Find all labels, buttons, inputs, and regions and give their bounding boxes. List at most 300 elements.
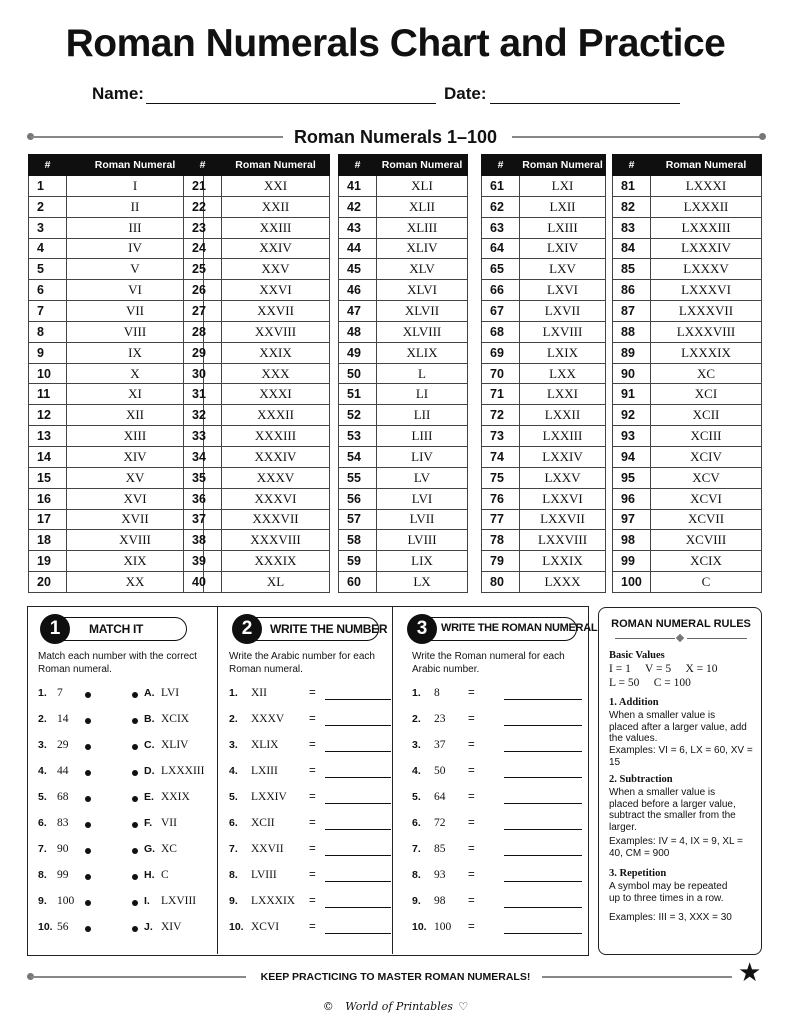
table-row xyxy=(339,530,468,551)
table-row xyxy=(482,196,606,217)
item-value: 44 xyxy=(57,765,69,777)
item-value: 100 xyxy=(57,895,75,907)
addition-examples: Examples: VI = 6, LX = 60, XV = 15 xyxy=(609,745,753,768)
write-roman-row xyxy=(412,921,584,937)
item-number: 7. xyxy=(229,843,238,855)
roman-numeral: XC xyxy=(651,363,762,384)
arabic-number: 14 xyxy=(29,446,67,467)
arabic-number: 15 xyxy=(29,467,67,488)
table-row xyxy=(29,426,204,447)
roman-numeral: XXXVI xyxy=(222,488,330,509)
answer-line[interactable] xyxy=(504,933,582,934)
arabic-number: 95 xyxy=(613,467,651,488)
roman-numeral: LXXVII xyxy=(520,509,606,530)
table-row xyxy=(184,405,330,426)
arabic-number: 38 xyxy=(184,530,222,551)
roman-numeral: XVIII xyxy=(67,530,204,551)
item-number: 2. xyxy=(229,713,238,725)
arabic-number: 41 xyxy=(339,176,377,197)
table-row xyxy=(29,551,204,572)
table-row xyxy=(29,217,204,238)
match-row xyxy=(38,869,208,885)
match-point-right[interactable] xyxy=(132,744,138,750)
item-value: 90 xyxy=(57,843,69,855)
answer-line[interactable] xyxy=(504,725,582,726)
write-roman-row xyxy=(412,843,584,859)
roman-numeral: L xyxy=(377,363,468,384)
column-header-number: # xyxy=(29,155,67,176)
roman-numeral: XXV xyxy=(222,259,330,280)
write-roman-row xyxy=(412,791,584,807)
match-row xyxy=(38,895,208,911)
arabic-number: 42 xyxy=(339,196,377,217)
column-header-number: # xyxy=(613,155,651,176)
arabic-number: 88 xyxy=(613,321,651,342)
roman-numeral: LI xyxy=(377,384,468,405)
item-number: 4. xyxy=(38,765,47,777)
roman-prompt: XXXV xyxy=(251,713,285,725)
roman-numeral: XXI xyxy=(222,176,330,197)
roman-numeral: LXXX xyxy=(520,572,606,593)
match-it-instructions: Match each number with the correct Roman numeral. xyxy=(38,651,197,675)
section-rule-right xyxy=(512,136,762,138)
badge-number: 1 xyxy=(40,614,70,644)
option-value: C xyxy=(161,869,169,881)
arabic-number: 83 xyxy=(613,217,651,238)
roman-numeral: XIV xyxy=(67,446,204,467)
arabic-number: 79 xyxy=(482,551,520,572)
arabic-number: 76 xyxy=(482,488,520,509)
basic-values-line1: I = 1 V = 5 X = 10 xyxy=(609,663,718,675)
arabic-number: 10 xyxy=(29,363,67,384)
arabic-number: 54 xyxy=(339,446,377,467)
equals-sign: = xyxy=(309,921,316,933)
roman-numeral: XL xyxy=(222,572,330,593)
answer-line[interactable] xyxy=(325,855,391,856)
table-row xyxy=(482,467,606,488)
match-row xyxy=(38,739,208,755)
date-label: Date: xyxy=(444,84,487,103)
arabic-number: 89 xyxy=(613,342,651,363)
table-row xyxy=(613,301,762,322)
arabic-prompt: 100 xyxy=(434,921,452,933)
match-point-right[interactable] xyxy=(132,718,138,724)
roman-numeral: XXVII xyxy=(222,301,330,322)
table-row xyxy=(613,217,762,238)
roman-numeral: LXX xyxy=(520,363,606,384)
roman-numeral: XXXIV xyxy=(222,446,330,467)
heart-icon: ♡ xyxy=(458,1000,469,1013)
arabic-number: 60 xyxy=(339,572,377,593)
match-it-section xyxy=(28,607,217,954)
chart-section-title: Roman Numerals 1–100 xyxy=(293,127,498,147)
column-header-number: # xyxy=(482,155,520,176)
numerals-table xyxy=(28,154,204,593)
match-point-left[interactable] xyxy=(85,926,91,932)
match-point-left[interactable] xyxy=(85,848,91,854)
answer-line[interactable] xyxy=(504,829,582,830)
table-row xyxy=(29,259,204,280)
table-row xyxy=(184,467,330,488)
roman-numeral: LXXXV xyxy=(651,259,762,280)
table-row xyxy=(339,488,468,509)
roman-numeral: V xyxy=(67,259,204,280)
roman-numeral: XXXII xyxy=(222,405,330,426)
option-value: XC xyxy=(161,843,177,855)
write-roman-badge xyxy=(409,617,598,641)
roman-numeral: IX xyxy=(67,342,204,363)
table-row xyxy=(29,405,204,426)
table-row xyxy=(482,321,606,342)
option-value: LXVIII xyxy=(161,895,197,907)
roman-numeral: XLI xyxy=(377,176,468,197)
match-point-right[interactable] xyxy=(132,926,138,932)
rule-dot xyxy=(759,133,766,140)
match-point-left[interactable] xyxy=(85,692,91,698)
rules-title-rule xyxy=(615,638,675,639)
option-letter: G. xyxy=(144,843,156,855)
item-value: 7 xyxy=(57,687,63,699)
table-row xyxy=(184,342,330,363)
table-row xyxy=(29,509,204,530)
item-number: 1. xyxy=(229,687,238,699)
table-row xyxy=(482,488,606,509)
roman-numeral: XLVI xyxy=(377,280,468,301)
match-point-left[interactable] xyxy=(85,770,91,776)
match-point-right[interactable] xyxy=(132,770,138,776)
table-row xyxy=(184,446,330,467)
table-row xyxy=(613,572,762,593)
answer-line[interactable] xyxy=(325,907,391,908)
arabic-number: 45 xyxy=(339,259,377,280)
table-row xyxy=(184,530,330,551)
arabic-number: 90 xyxy=(613,363,651,384)
write-roman-row xyxy=(412,687,584,703)
item-number: 3. xyxy=(412,739,421,751)
practice-panel xyxy=(27,606,598,956)
arabic-number: 81 xyxy=(613,176,651,197)
roman-numeral: LXXXVII xyxy=(651,301,762,322)
table-row xyxy=(339,196,468,217)
roman-numeral: XLII xyxy=(377,196,468,217)
answer-line[interactable] xyxy=(504,881,582,882)
answer-line[interactable] xyxy=(325,933,391,934)
roman-numeral: LXXXIV xyxy=(651,238,762,259)
diamond-ornament xyxy=(676,634,684,642)
table-row xyxy=(613,530,762,551)
badge-number: 3 xyxy=(407,614,437,644)
answer-line[interactable] xyxy=(325,803,391,804)
answer-line[interactable] xyxy=(325,699,391,700)
arabic-number: 87 xyxy=(613,301,651,322)
match-point-right[interactable] xyxy=(132,692,138,698)
arabic-number: 17 xyxy=(29,509,67,530)
roman-numeral: LXVI xyxy=(520,280,606,301)
table-row xyxy=(29,384,204,405)
roman-numeral: XLV xyxy=(377,259,468,280)
table-row xyxy=(339,342,468,363)
answer-line[interactable] xyxy=(325,829,391,830)
name-field[interactable] xyxy=(146,103,436,104)
table-row xyxy=(613,426,762,447)
arabic-number: 34 xyxy=(184,446,222,467)
match-it-badge xyxy=(42,617,187,641)
footer-rule-right xyxy=(542,976,732,978)
match-point-left[interactable] xyxy=(85,900,91,906)
match-point-left[interactable] xyxy=(85,822,91,828)
table-row xyxy=(29,446,204,467)
table-row xyxy=(29,238,204,259)
roman-numeral: VIII xyxy=(67,321,204,342)
table-row xyxy=(482,446,606,467)
roman-numeral: LIV xyxy=(377,446,468,467)
arabic-number: 55 xyxy=(339,467,377,488)
match-point-left[interactable] xyxy=(85,796,91,802)
table-row xyxy=(482,572,606,593)
table-row xyxy=(29,342,204,363)
option-value: LVI xyxy=(161,687,180,699)
match-point-right[interactable] xyxy=(132,822,138,828)
table-row xyxy=(482,280,606,301)
table-row xyxy=(184,301,330,322)
answer-line[interactable] xyxy=(504,803,582,804)
roman-numeral: LXXV xyxy=(520,467,606,488)
table-row xyxy=(184,551,330,572)
arabic-number: 33 xyxy=(184,426,222,447)
roman-prompt: XCVI xyxy=(251,921,280,933)
table-row xyxy=(339,467,468,488)
roman-numeral: LXXIX xyxy=(520,551,606,572)
roman-numeral: XCIV xyxy=(651,446,762,467)
item-number: 9. xyxy=(229,895,238,907)
table-row xyxy=(339,363,468,384)
roman-numeral: LXXI xyxy=(520,384,606,405)
arabic-number: 68 xyxy=(482,321,520,342)
item-value: 68 xyxy=(57,791,69,803)
table-row xyxy=(339,551,468,572)
arabic-number: 40 xyxy=(184,572,222,593)
roman-numeral: LX xyxy=(377,572,468,593)
roman-numeral: XXXVIII xyxy=(222,530,330,551)
equals-sign: = xyxy=(468,687,475,699)
roman-numeral: XXXIII xyxy=(222,426,330,447)
arabic-number: 53 xyxy=(339,426,377,447)
table-row xyxy=(482,238,606,259)
table-row xyxy=(482,176,606,197)
roman-numeral: XIX xyxy=(67,551,204,572)
answer-line[interactable] xyxy=(504,751,582,752)
table-row xyxy=(613,259,762,280)
answer-line[interactable] xyxy=(325,725,391,726)
table-row xyxy=(184,572,330,593)
arabic-number: 39 xyxy=(184,551,222,572)
option-value: XIV xyxy=(161,921,182,933)
arabic-number: 64 xyxy=(482,238,520,259)
equals-sign: = xyxy=(309,869,316,881)
match-row xyxy=(38,713,208,729)
roman-numeral: XXVI xyxy=(222,280,330,301)
column-header-numeral: Roman Numeral xyxy=(520,155,606,176)
roman-numeral: XXX xyxy=(222,363,330,384)
table-row xyxy=(613,405,762,426)
answer-line[interactable] xyxy=(504,855,582,856)
arabic-number: 73 xyxy=(482,426,520,447)
match-point-left[interactable] xyxy=(85,718,91,724)
item-number: 3. xyxy=(38,739,47,751)
arabic-number: 99 xyxy=(613,551,651,572)
roman-numeral: II xyxy=(67,196,204,217)
rules-box xyxy=(598,607,762,955)
equals-sign: = xyxy=(468,739,475,751)
answer-line[interactable] xyxy=(504,777,582,778)
roman-numeral: XII xyxy=(67,405,204,426)
write-number-badge xyxy=(234,617,388,641)
table-row xyxy=(184,384,330,405)
arabic-number: 7 xyxy=(29,301,67,322)
roman-numeral: XI xyxy=(67,384,204,405)
arabic-number: 62 xyxy=(482,196,520,217)
equals-sign: = xyxy=(309,713,316,725)
option-value: XLIV xyxy=(161,739,189,751)
item-number: 8. xyxy=(412,869,421,881)
item-number: 10. xyxy=(229,921,244,933)
date-field[interactable] xyxy=(490,103,680,104)
item-number: 1. xyxy=(412,687,421,699)
arabic-number: 75 xyxy=(482,467,520,488)
equals-sign: = xyxy=(468,895,475,907)
roman-numeral: LVII xyxy=(377,509,468,530)
match-point-right[interactable] xyxy=(132,900,138,906)
arabic-prompt: 93 xyxy=(434,869,446,881)
table-row xyxy=(339,176,468,197)
roman-numeral: XX xyxy=(67,572,204,593)
roman-numeral: LIII xyxy=(377,426,468,447)
write-roman-row xyxy=(412,765,584,781)
table-row xyxy=(482,363,606,384)
roman-numeral: LXII xyxy=(520,196,606,217)
write-number-row xyxy=(229,869,389,885)
roman-numeral: III xyxy=(67,217,204,238)
item-value: 83 xyxy=(57,817,69,829)
brand-name: World of Printables xyxy=(345,1000,453,1013)
roman-numeral: XXXIX xyxy=(222,551,330,572)
write-number-row xyxy=(229,895,389,911)
answer-line[interactable] xyxy=(325,751,391,752)
match-point-left[interactable] xyxy=(85,744,91,750)
footer-message: KEEP PRACTICING TO MASTER ROMAN NUMERALS! xyxy=(260,971,531,983)
option-value: XCIX xyxy=(161,713,190,725)
arabic-number: 11 xyxy=(29,384,67,405)
write-roman-row xyxy=(412,895,584,911)
roman-numeral: LXXIV xyxy=(520,446,606,467)
answer-line[interactable] xyxy=(325,777,391,778)
item-number: 8. xyxy=(229,869,238,881)
column-header-numeral: Roman Numeral xyxy=(222,155,330,176)
roman-numeral: XCIX xyxy=(651,551,762,572)
arabic-number: 25 xyxy=(184,259,222,280)
table-row xyxy=(482,509,606,530)
write-roman-row xyxy=(412,739,584,755)
option-value: XXIX xyxy=(161,791,190,803)
copyright-symbol: © xyxy=(322,1000,334,1013)
answer-line[interactable] xyxy=(504,699,582,700)
arabic-number: 8 xyxy=(29,321,67,342)
table-row xyxy=(613,488,762,509)
arabic-number: 2 xyxy=(29,196,67,217)
arabic-number: 70 xyxy=(482,363,520,384)
equals-sign: = xyxy=(309,895,316,907)
arabic-prompt: 8 xyxy=(434,687,440,699)
table-row xyxy=(613,363,762,384)
table-row xyxy=(339,321,468,342)
table-row xyxy=(482,342,606,363)
match-point-right[interactable] xyxy=(132,848,138,854)
arabic-number: 77 xyxy=(482,509,520,530)
table-row xyxy=(613,176,762,197)
roman-numeral: LXXVI xyxy=(520,488,606,509)
item-number: 8. xyxy=(38,869,47,881)
roman-numeral: LXV xyxy=(520,259,606,280)
roman-numeral: I xyxy=(67,176,204,197)
page-title: Roman Numerals Chart and Practice xyxy=(65,22,726,65)
match-point-right[interactable] xyxy=(132,874,138,880)
table-row xyxy=(184,259,330,280)
table-row xyxy=(184,176,330,197)
table-row xyxy=(482,384,606,405)
write-roman-row xyxy=(412,869,584,885)
star-icon: ★ xyxy=(738,958,762,988)
roman-numeral: LXIV xyxy=(520,238,606,259)
addition-heading: 1. Addition xyxy=(609,697,659,708)
option-letter: F. xyxy=(144,817,153,829)
option-letter: J. xyxy=(144,921,153,933)
table-row xyxy=(29,321,204,342)
equals-sign: = xyxy=(468,869,475,881)
arabic-number: 24 xyxy=(184,238,222,259)
write-number-row xyxy=(229,687,389,703)
table-row xyxy=(29,467,204,488)
equals-sign: = xyxy=(468,791,475,803)
arabic-number: 51 xyxy=(339,384,377,405)
arabic-number: 52 xyxy=(339,405,377,426)
roman-numeral: LXIII xyxy=(520,217,606,238)
table-row xyxy=(29,176,204,197)
roman-prompt: XCII xyxy=(251,817,275,829)
table-row xyxy=(339,217,468,238)
arabic-number: 26 xyxy=(184,280,222,301)
item-number: 9. xyxy=(38,895,47,907)
write-number-title: WRITE THE NUMBER xyxy=(270,622,388,636)
arabic-number: 84 xyxy=(613,238,651,259)
item-value: 99 xyxy=(57,869,69,881)
repetition-text: A symbol may be repeated up to three times in a row. xyxy=(609,881,728,904)
answer-line[interactable] xyxy=(504,907,582,908)
basic-values-heading: Basic Values xyxy=(609,650,665,661)
arabic-number: 12 xyxy=(29,405,67,426)
roman-numeral: LXXXI xyxy=(651,176,762,197)
match-row xyxy=(38,817,208,833)
match-point-left[interactable] xyxy=(85,874,91,880)
equals-sign: = xyxy=(468,817,475,829)
answer-line[interactable] xyxy=(325,881,391,882)
table-row xyxy=(339,446,468,467)
match-point-right[interactable] xyxy=(132,796,138,802)
arabic-number: 16 xyxy=(29,488,67,509)
roman-numeral: XXIV xyxy=(222,238,330,259)
roman-numeral: LXXXIX xyxy=(651,342,762,363)
write-number-row xyxy=(229,921,389,937)
table-row xyxy=(339,280,468,301)
